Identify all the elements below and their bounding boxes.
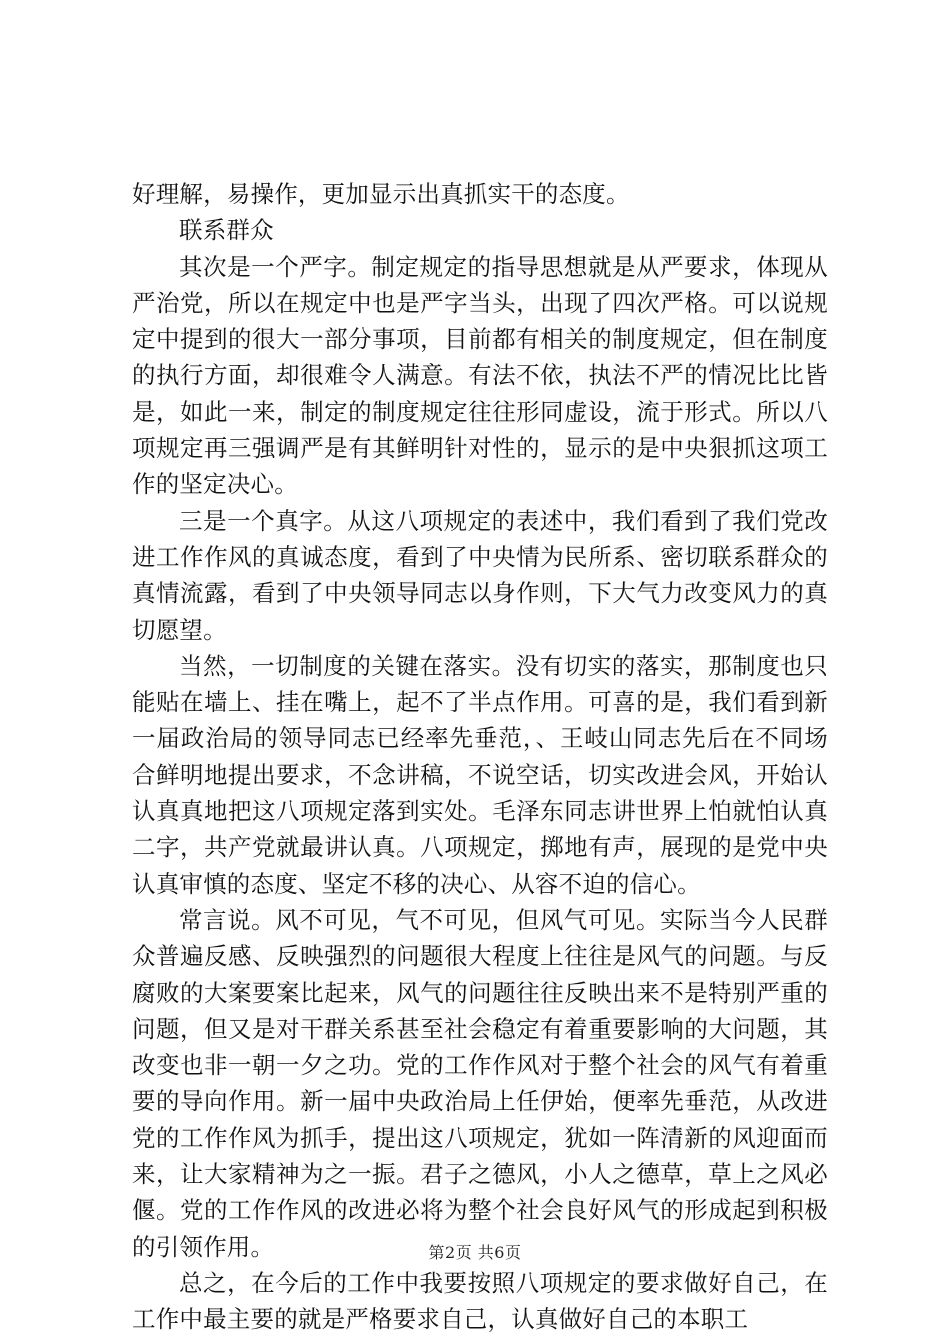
paragraph: 三是一个真字。从这八项规定的表述中，我们看到了我们党改进工作作风的真诚态度，看到了中央情为民所系、密切联系群众的真情流露，看到了中央领导同志以身作则，下大气力改变风力的真切愿望。: [132, 506, 828, 644]
section-heading: 联系群众: [179, 216, 274, 245]
paragraph: 常言说。风不可见，气不可见，但风气可见。实际当今人民群众普遍反感、反映强烈的问题很大程度上往往是风气的问题。与反腐败的大案要案比起来，风气的问题往往反映出来不是特别严重的问题，但又是对干群关系甚至社会稳定有着重要影响的大问题，其改变也非一朝一夕之功。党的工作作风对于整个社会的风气有着重要的导向作用。新一届中央政治局上任伊始，便率先垂范，从改进党的工作作风为抓手，提出这八项规定，犹如一阵清新的风迎面而来，让大家精神为之一振。君子之德风，小人之德草，草上之风必偃。党的工作作风的改进必将为整个社会良好风气的形成起到积极的引领作用。: [132, 905, 828, 1261]
paragraph: 其次是一个严字。制定规定的指导思想就是从严要求，体现从严治党，所以在规定中也是严字当头，出现了四次严格。可以说规定中提到的很大一部分事项，目前都有相关的制度规定，但在制度的执行方面，却很难令人满意。有法不依，执法不严的情况比比皆是，如此一来，制定的制度规定往往形同虚设，流于形式。所以八项规定再三强调严是有其鲜明针对性的，显示的是中央狠抓这项工作的坚定决心。: [132, 252, 828, 499]
page-number-footer: 第2页 共6页: [428, 1243, 522, 1262]
document-body: [132, 176, 828, 1338]
paragraph-continuation: 好理解，易操作，更加显示出真抓实干的态度。: [132, 180, 630, 208]
paragraph: 当然，一切制度的关键在落实。没有切实的落实，那制度也只能贴在墙上、挂在嘴上，起不了半点作用。可喜的是，我们看到新一届政治局的领导同志已经率先垂范，、王岐山同志先后在不同场合鲜明地提出要求，不念讲稿，不说空话，切实改进会风，开始认认真真地把这八项规定落到实处。毛泽东同志讲世界上怕就怕认真二字，共产党就最讲认真。八项规定，掷地有声，展现的是党中央认真审慎的态度、坚定不移的决心、从容不迫的信心。: [132, 651, 828, 898]
paragraph: 总之，在今后的工作中我要按照八项规定的要求做好自己，在工作中最主要的就是严格要求自己，认真做好自己的本职工: [132, 1268, 828, 1334]
